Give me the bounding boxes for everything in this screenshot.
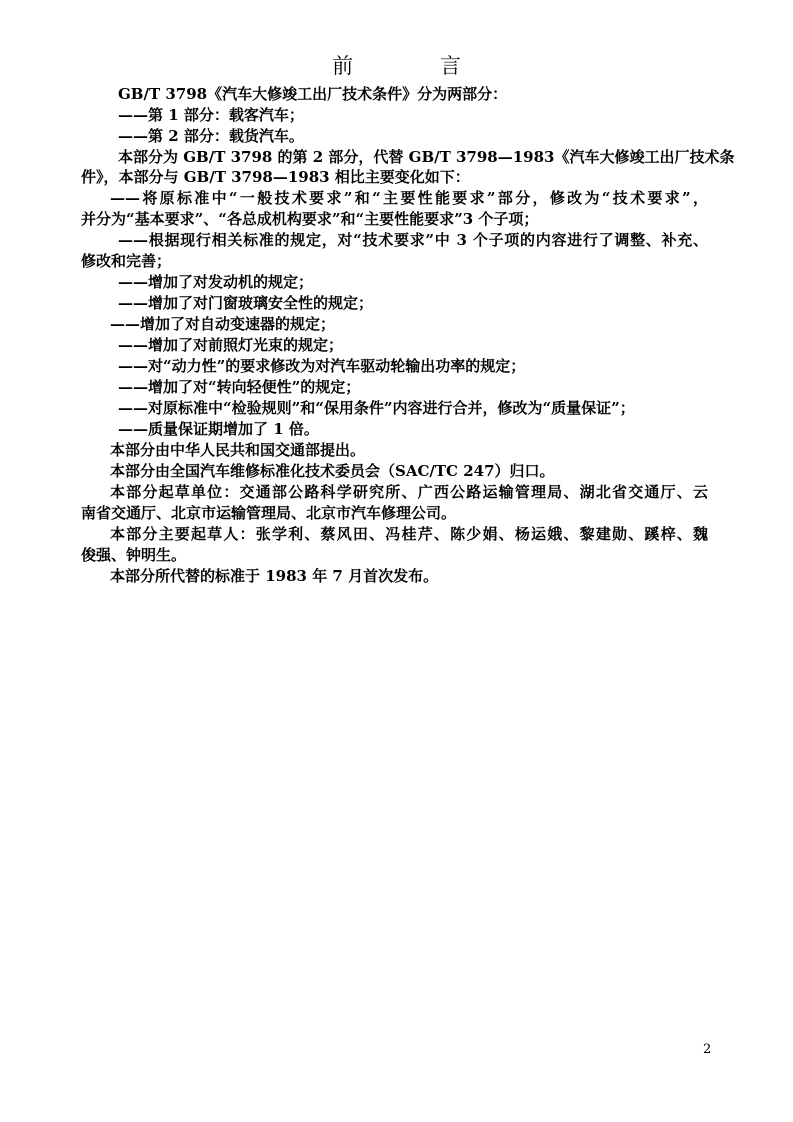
paragraph-line: 件》，本部分与 GB/T 3798—1983 相比主要变化如下： — [81, 168, 470, 186]
list-item: ——增加了对发动机的规定； — [118, 273, 314, 291]
list-item: ——增加了对前照灯光束的规定； — [118, 336, 344, 354]
list-item: ——第 1 部分：载客汽车； — [118, 106, 304, 124]
list-item: ——将原标准中“一般技术要求”和“主要性能要求”部分，修改为“技术要求”， — [110, 189, 708, 207]
list-item: ——质量保证期增加了 1 倍。 — [118, 420, 319, 438]
paragraph-line: 并分为“基本要求”、“各总成机构要求”和“主要性能要求”3 个子项； — [81, 210, 539, 228]
list-item: ——增加了对“转向轻便性”的规定； — [118, 378, 361, 396]
paragraph-line: 本部分由中华人民共和国交通部提出。 — [110, 441, 366, 459]
paragraph-line: 本部分为 GB/T 3798 的第 2 部分，代替 GB/T 3798—1983《汽车大修竣工出厂技术条 — [118, 148, 735, 166]
paragraph-line: 俊强、钟明生。 — [81, 546, 187, 564]
paragraph-line: 本部分所代替的标准于 1983 年 7 月首次发布。 — [110, 567, 439, 585]
paragraph-line: GB/T 3798《汽车大修竣工出厂技术条件》分为两部分： — [118, 85, 508, 103]
paragraph-line: 南省交通厅、北京市运输管理局、北京市汽车修理公司。 — [81, 504, 457, 522]
paragraph-line: 修改和完善； — [81, 252, 172, 270]
list-item: ——对原标准中“检验规则”和“保用条件”内容进行合并，修改为“质量保证”； — [118, 399, 635, 417]
list-item: ——增加了对门窗玻璃安全性的规定； — [118, 294, 374, 312]
page-title: 前 言 — [332, 54, 501, 78]
page-number: 2 — [703, 1042, 712, 1057]
list-item: ——增加了对自动变速器的规定； — [110, 315, 336, 333]
paragraph-line: 本部分主要起草人：张学利、蔡风田、冯桂芹、陈少娟、杨运娥、黎建勋、蹊梓、魏 — [110, 525, 708, 543]
paragraph-line: 本部分由全国汽车维修标准化技术委员会（SAC/TC 247）归口。 — [110, 462, 555, 480]
list-item: ——第 2 部分：载货汽车。 — [118, 127, 304, 145]
paragraph-line: 本部分起草单位：交通部公路科学研究所、广西公路运输管理局、湖北省交通厅、云 — [110, 483, 708, 501]
list-item: ——对“动力性”的要求修改为对汽车驱动轮输出功率的规定； — [118, 357, 526, 375]
list-item: ——根据现行相关标准的规定，对“技术要求”中 3 个子项的内容进行了调整、补充、 — [118, 231, 708, 249]
